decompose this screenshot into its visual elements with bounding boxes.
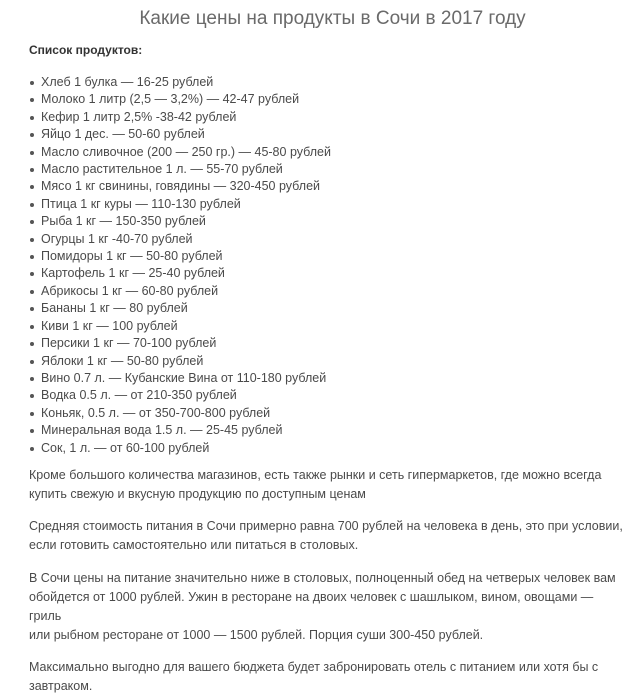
- list-item: Мясо 1 кг свинины, говядины — 320-450 рублей: [29, 178, 628, 195]
- paragraph-average-cost: [29, 517, 628, 555]
- list-item: Коньяк, 0.5 л. — от 350-700-800 рублей: [29, 405, 628, 422]
- list-item: Молоко 1 литр (2,5 — 3,2%) — 42-47 рублей: [29, 91, 628, 108]
- list-item: Огурцы 1 кг -40-70 рублей: [29, 231, 628, 248]
- paragraph-line: Средняя стоимость питания в Сочи примерно равна 700 рублей на человека в день, это при условии,: [29, 518, 623, 533]
- list-item: Хлеб 1 булка — 16-25 рублей: [29, 74, 628, 91]
- list-item: Яблоки 1 кг — 50-80 рублей: [29, 353, 628, 370]
- paragraph-markets: [29, 466, 628, 504]
- list-item: Вино 0.7 л. — Кубанские Вина от 110-180 рублей: [29, 370, 628, 387]
- list-item: Масло растительное 1 л. — 55-70 рублей: [29, 161, 628, 178]
- product-list: [29, 74, 628, 457]
- paragraph-line: Кроме большого количества магазинов, есть также рынки и сеть гипермаркетов, где можно всегда: [29, 467, 602, 482]
- paragraph-hotel-advice: [29, 658, 628, 696]
- list-item: Рыба 1 кг — 150-350 рублей: [29, 213, 628, 230]
- list-item: Киви 1 кг — 100 рублей: [29, 318, 628, 335]
- list-item: Абрикосы 1 кг — 60-80 рублей: [29, 283, 628, 300]
- list-item: Минеральная вода 1.5 л. — 25-45 рублей: [29, 422, 628, 439]
- paragraph-line: или рыбном ресторане от 1000 — 1500 рублей. Порция суши 300-450 рублей.: [29, 627, 484, 642]
- list-item: Помидоры 1 кг — 50-80 рублей: [29, 248, 628, 265]
- list-item: Масло сливочное (200 — 250 гр.) — 45-80 рублей: [29, 144, 628, 161]
- paragraph-dining: [29, 569, 628, 645]
- paragraph-line: В Сочи цены на питание значительно ниже в столовых, полноценный обед на четверых человек вам: [29, 570, 616, 585]
- list-item: Птица 1 кг куры — 110-130 рублей: [29, 196, 628, 213]
- product-list-heading: Список продуктов:: [29, 43, 143, 57]
- list-item: Персики 1 кг — 70-100 рублей: [29, 335, 628, 352]
- list-item: Бананы 1 кг — 80 рублей: [29, 300, 628, 317]
- paragraph-line: завтраком.: [29, 678, 93, 693]
- list-item: Сок, 1 л. — от 60-100 рублей: [29, 440, 628, 457]
- page-title: Какие цены на продукты в Сочи в 2017 году: [139, 8, 526, 29]
- paragraph-line: Максимально выгодно для вашего бюджета будет забронировать отель с питанием или хотя бы с: [29, 659, 599, 674]
- list-item: Водка 0.5 л. — от 210-350 рублей: [29, 387, 628, 404]
- list-item: Яйцо 1 дес. — 50-60 рублей: [29, 126, 628, 143]
- list-item: Кефир 1 литр 2,5% -38-42 рублей: [29, 109, 628, 126]
- paragraph-line: обойдется от 1000 рублей. Ужин в ресторане на двоих человек с шашлыком, вином, овощами — гриль: [29, 589, 594, 623]
- list-item: Картофель 1 кг — 25-40 рублей: [29, 265, 628, 282]
- paragraph-line: купить свежую и вкусную продукцию по доступным ценам: [29, 486, 366, 501]
- paragraph-line: если готовить самостоятельно или питаться в столовых.: [29, 537, 359, 552]
